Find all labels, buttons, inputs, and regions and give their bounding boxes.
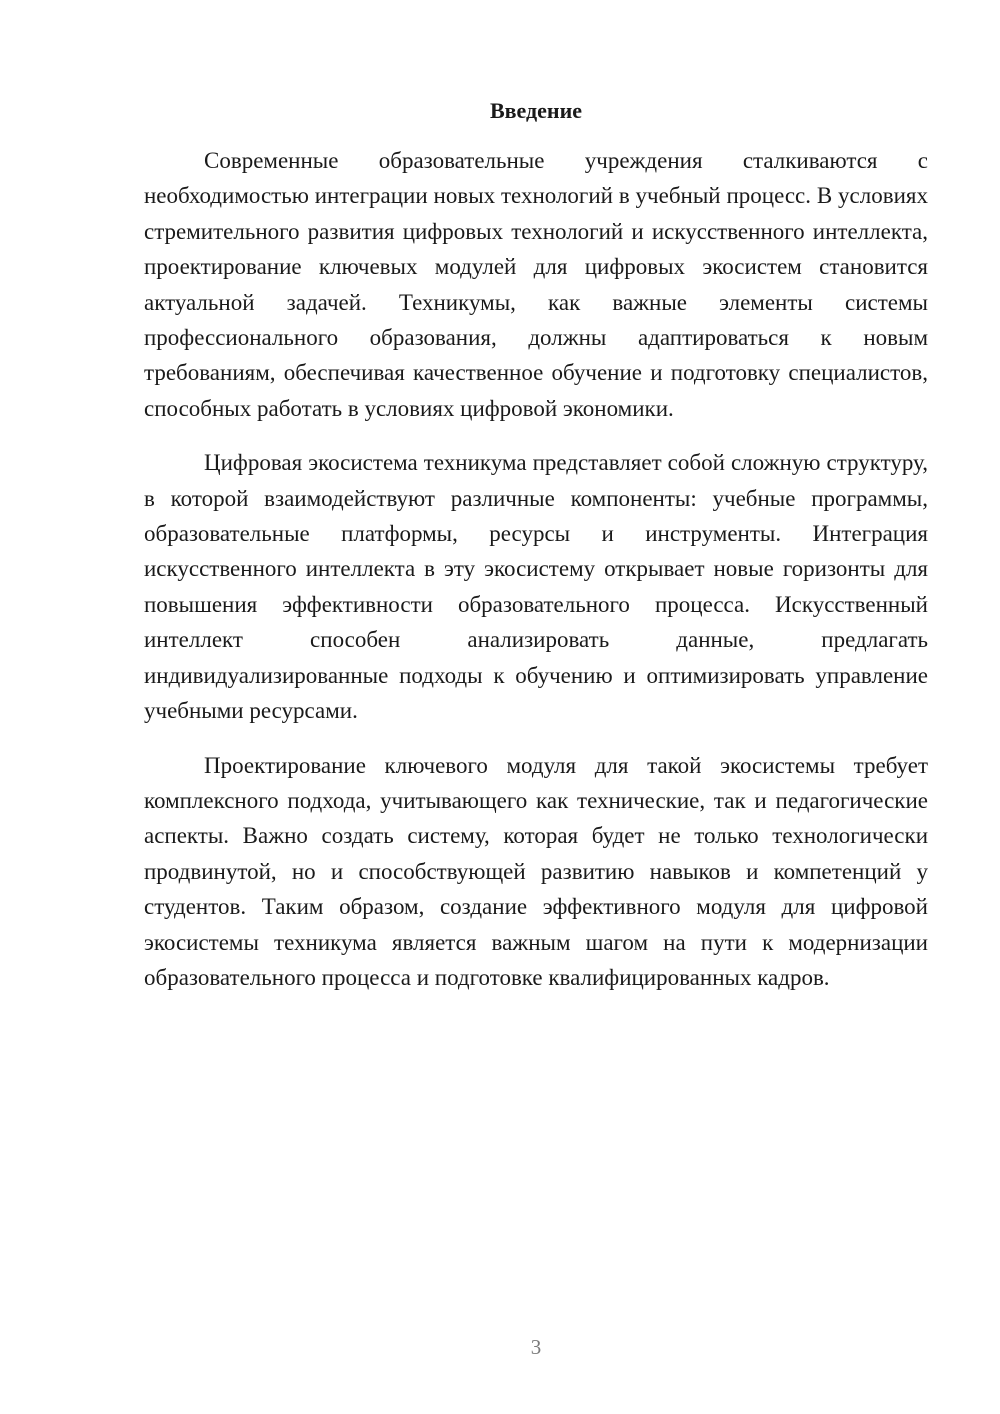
section-heading: Введение <box>489 98 583 123</box>
body-text <box>144 143 928 1014</box>
paragraph-ecosystem: Цифровая экосистема техникума представляет собой сложную структуру, в которой взаимодействуют различные компоненты: учебные программы, образовательные платформы, ресурсы и инструменты. Интеграция искусственного интеллекта в эту экосистему открывает новые горизонты для повышения эффективности образовательного процесса. Искусственный интеллект способен анализировать данные, предлагать индивидуализированные подходы к обучению и оптимизировать управление учебными ресурсами. <box>144 450 928 724</box>
paragraph-intro: Современные образовательные учреждения сталкиваются с необходимостью интеграции новых технологий в учебный процесс. В условиях стремительного развития цифровых технологий и искусственного интеллекта, проектирование ключевых модулей для цифровых экосистем становится актуальной задачей. Техникумы, как важные элементы системы профессионального образования, должны адаптироваться к новым требованиям, обеспечивая качественное обучение и подготовку специалистов, способных работать в условиях цифровой экономики. <box>144 148 928 421</box>
page-number: 3 <box>530 1335 542 1359</box>
paragraph-module-design: Проектирование ключевого модуля для такой экосистемы требует комплексного подхода, учитывающего как технические, так и педагогические аспекты. Важно создать систему, которая будет не только технологически продвинутой, но и способствующей развитию навыков и компетенций у студентов. Таким образом, создание эффективного модуля для цифровой экосистемы техникума является важным шагом на пути к модернизации образовательного процесса и подготовке квалифицированных кадров. <box>144 752 928 990</box>
